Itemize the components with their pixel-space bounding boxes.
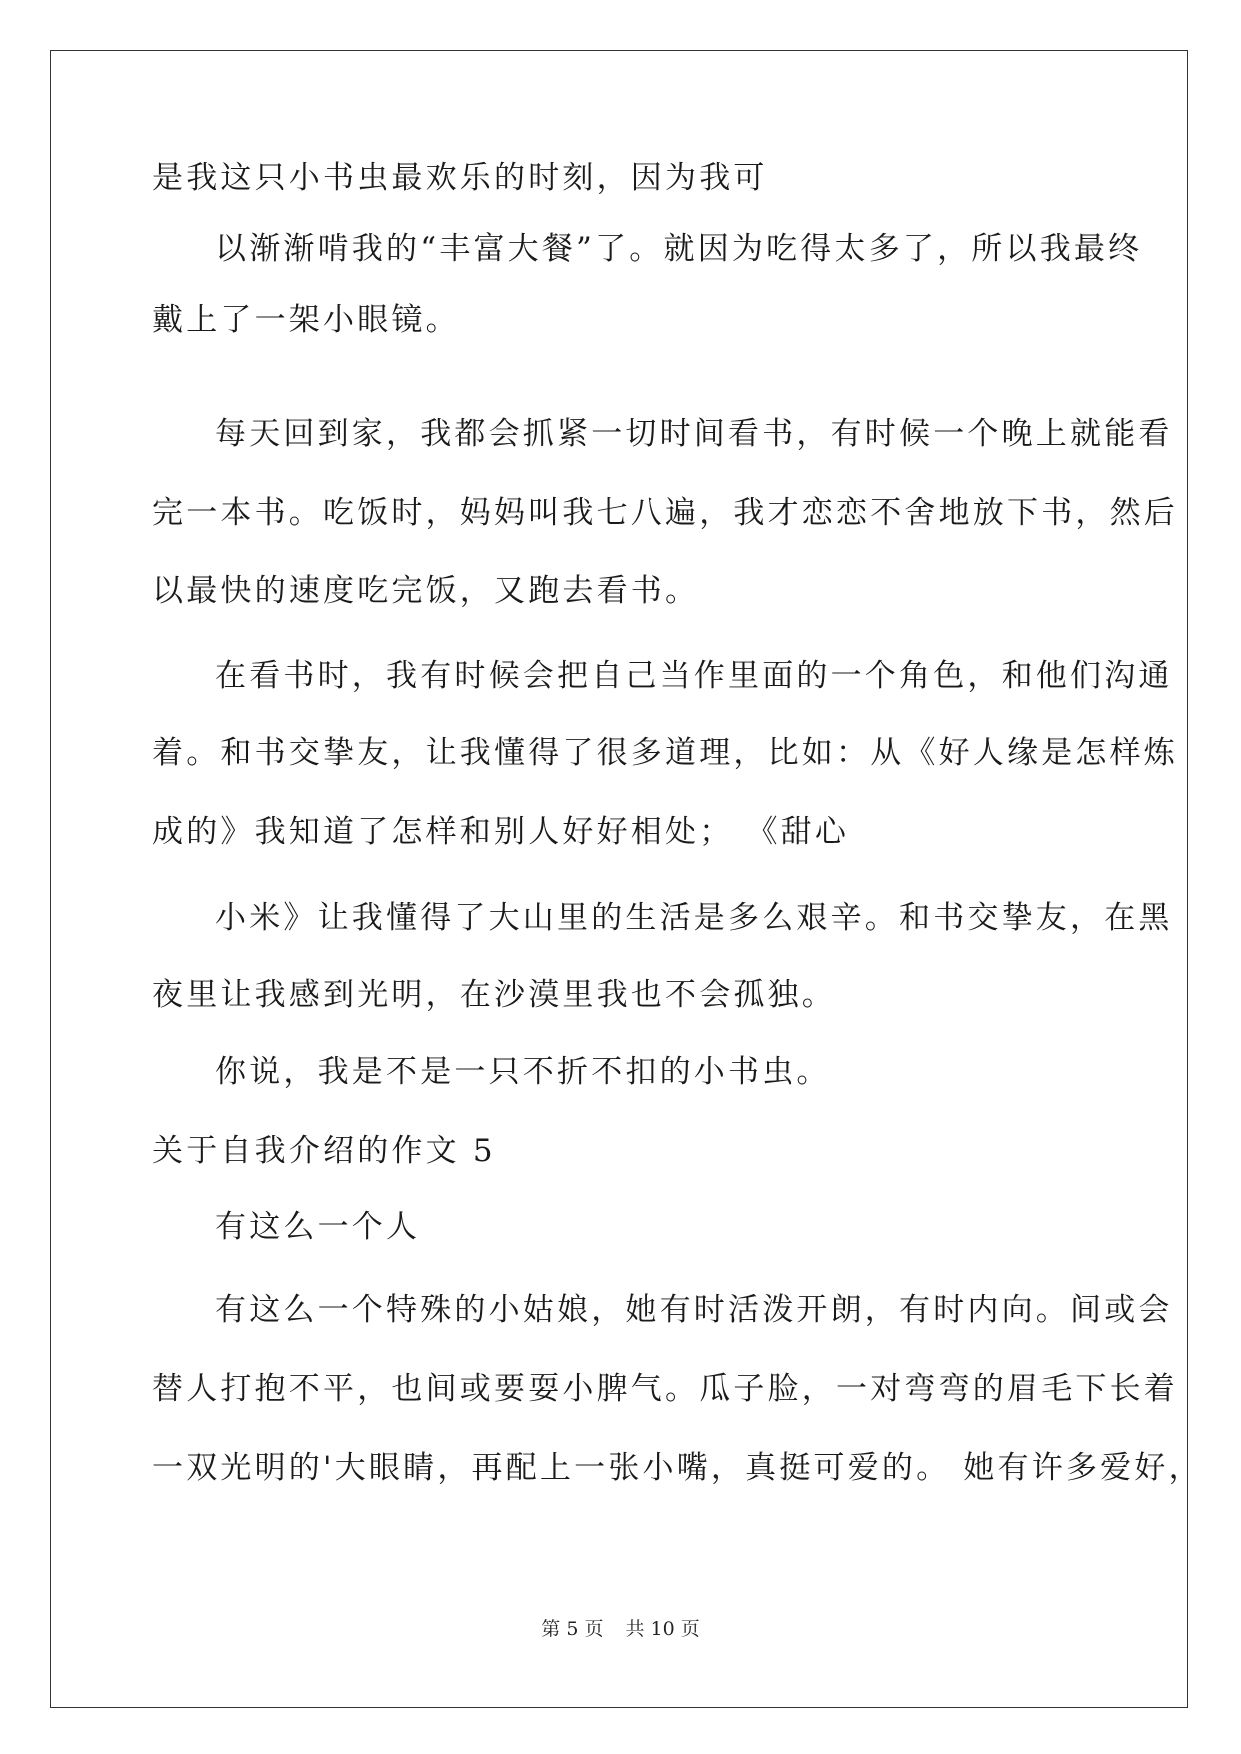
essay-title: 有这么一个人 [215,1209,421,1245]
body-line-3: 戴上了一架小眼镜。 [152,302,460,338]
page-total: 共 10 页 [625,1618,700,1640]
body-line-12: 你说，我是不是一只不折不扣的小书虫。 [215,1054,831,1090]
page-number: 第 5 页 [541,1618,604,1640]
body-line-5: 完一本书。吃饭时，妈妈叫我七八遍，我才恋恋不舍地放下书，然后 [152,495,1178,531]
body-line-2: 以渐渐啃我的“丰富大餐”了。就因为吃得太多了，所以我最终 [215,231,1143,267]
body-line-15: 一双光明的'大眼睛，再配上一张小嘴，真挺可爱的。 她有许多爱好， [152,1450,1203,1486]
body-line-13: 有这么一个特殊的小姑娘，她有时活泼开朗，有时内向。间或会 [215,1292,1173,1328]
body-line-7: 在看书时，我有时候会把自己当作里面的一个角色，和他们沟通 [215,658,1173,694]
body-line-6: 以最快的速度吃完饭，又跑去看书。 [152,573,700,609]
body-line-4: 每天回到家，我都会抓紧一切时间看书，有时候一个晚上就能看 [215,416,1173,452]
body-line-9: 成的》我知道了怎样和别人好好相处； 《甜心 [152,814,850,850]
body-line-10: 小米》让我懂得了大山里的生活是多么艰辛。和书交挚友，在黑 [215,900,1173,936]
body-line-14: 替人打抱不平，也间或要耍小脾气。瓜子脸，一对弯弯的眉毛下长着 [152,1371,1178,1407]
body-line-8: 着。和书交挚友，让我懂得了很多道理，比如：从《好人缘是怎样炼 [152,735,1178,771]
page-footer [0,1617,1241,1641]
body-line-1: 是我这只小书虫最欢乐的时刻，因为我可 [152,160,768,196]
section-heading: 关于自我介绍的作文 5 [152,1133,496,1169]
body-line-11: 夜里让我感到光明，在沙漠里我也不会孤独。 [152,977,836,1013]
